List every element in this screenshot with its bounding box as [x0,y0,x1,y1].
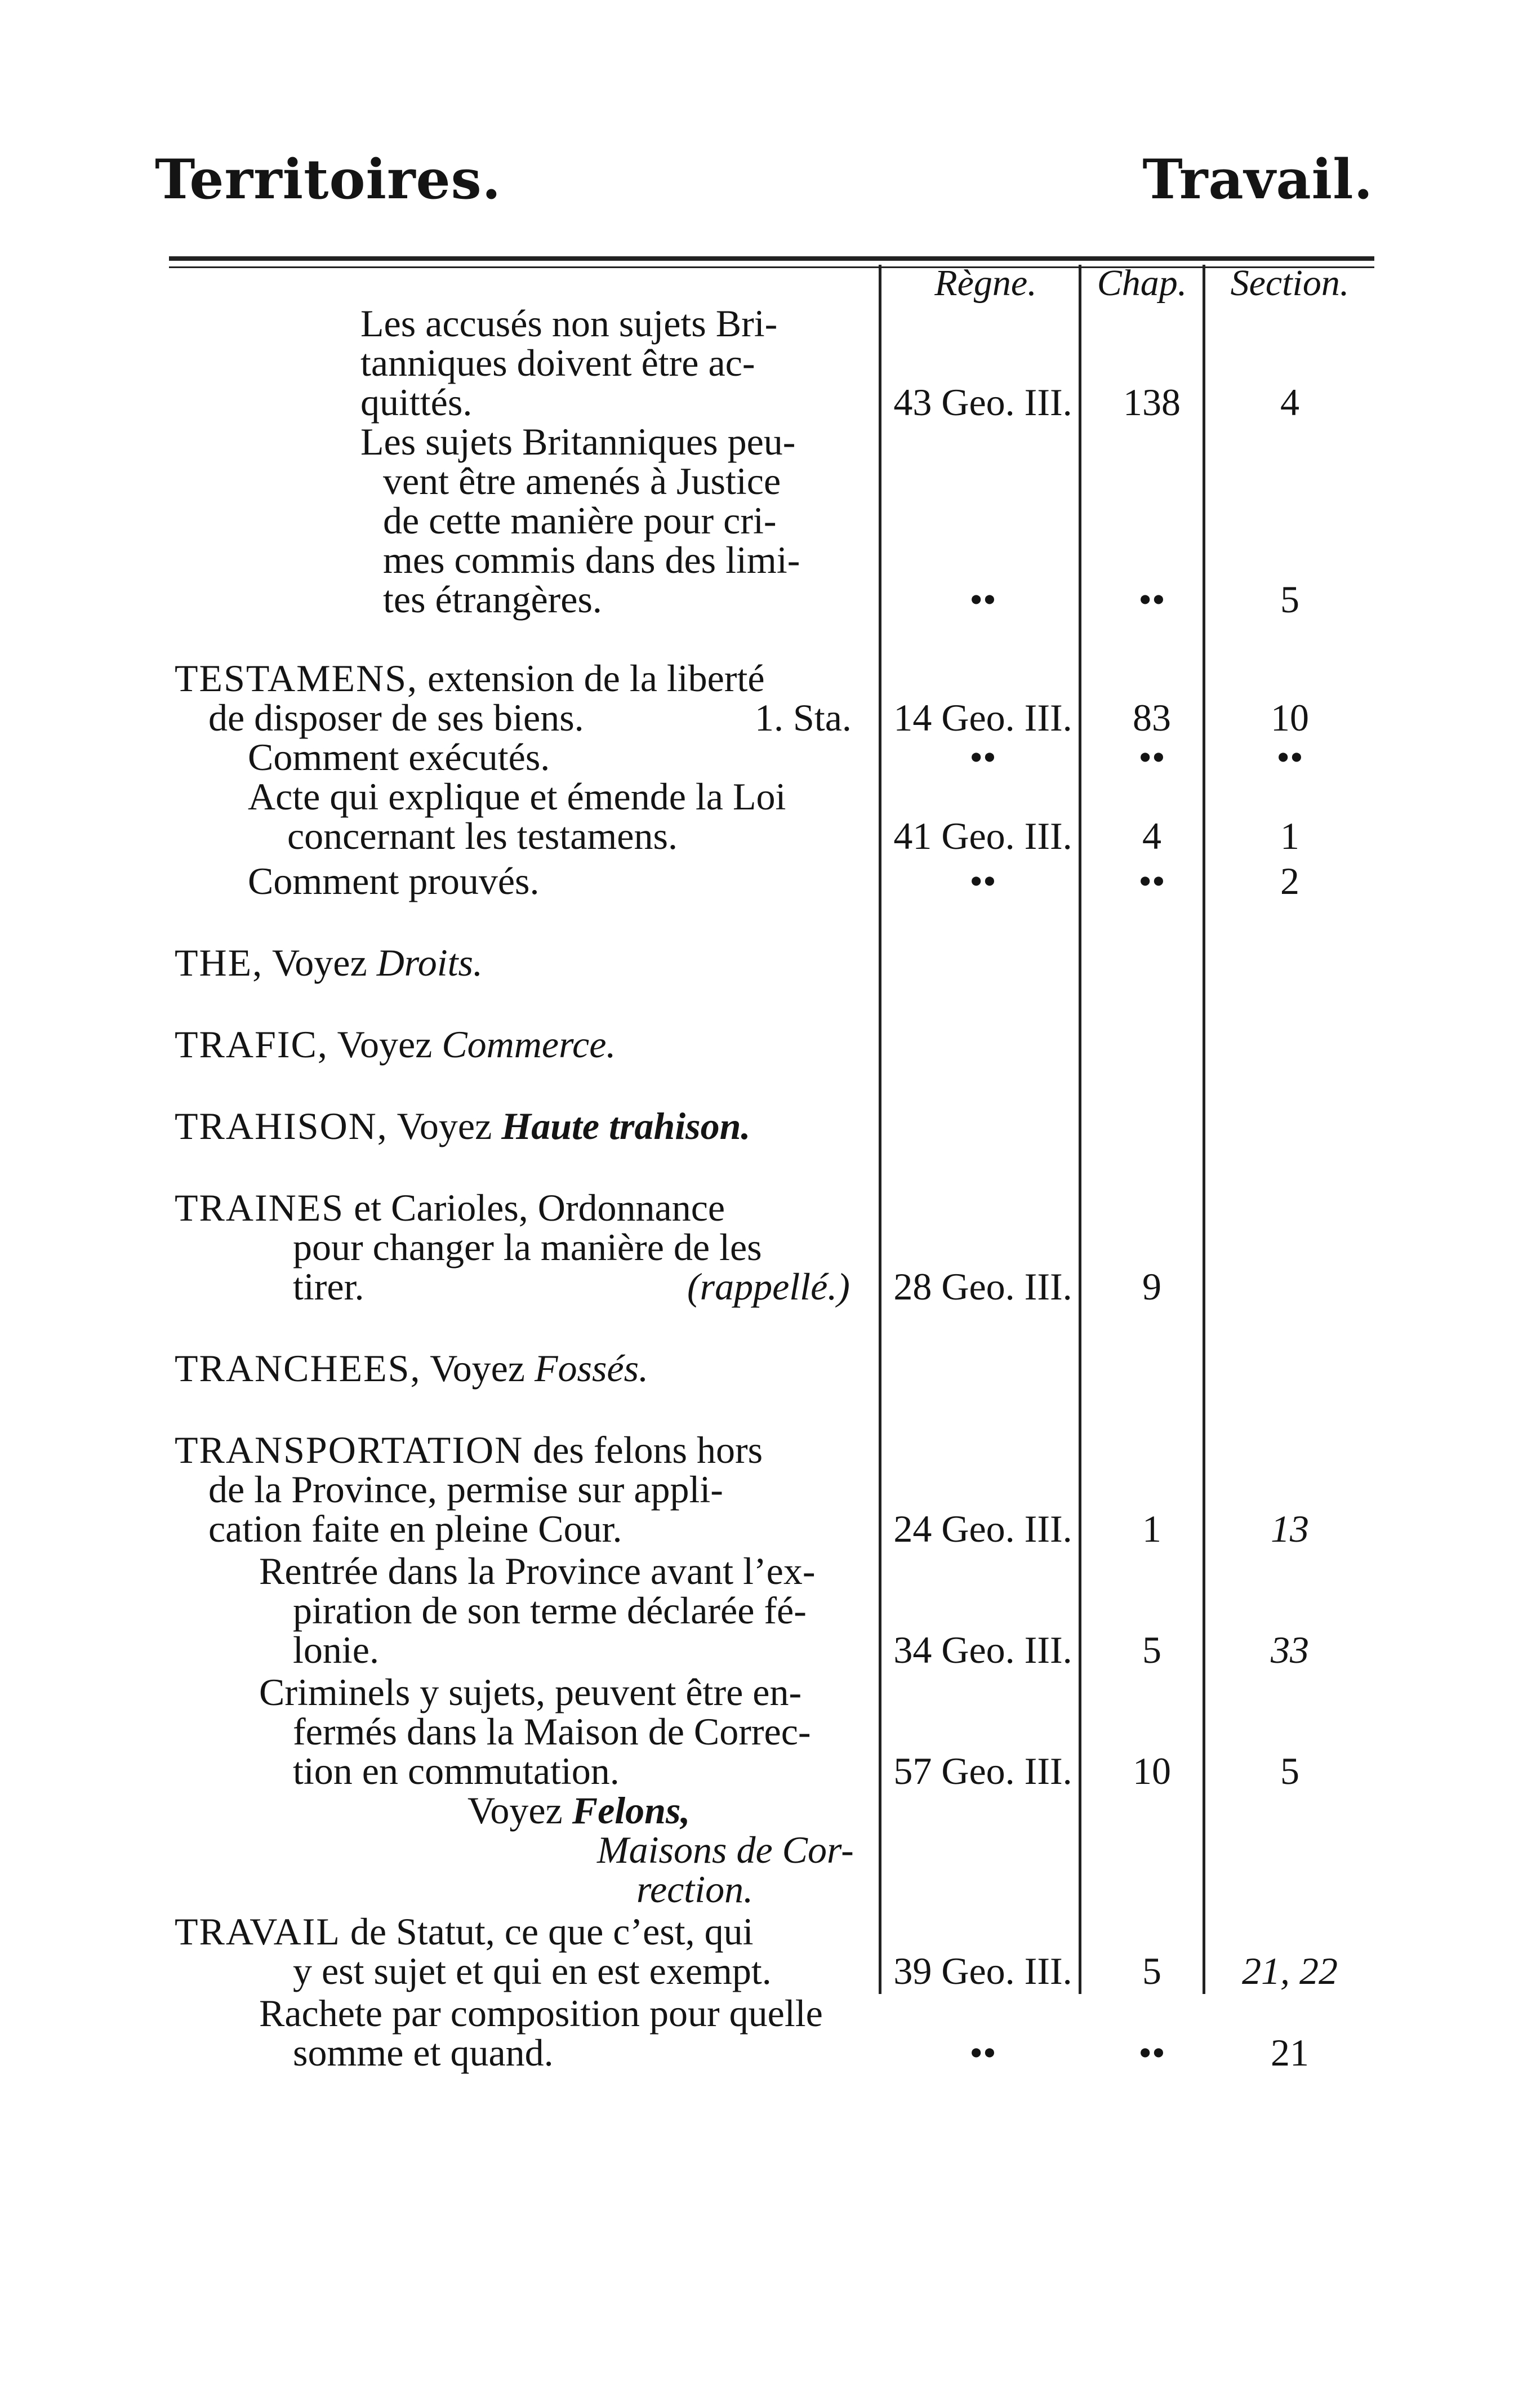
entry-heading-line [175,943,483,982]
cell-section: 2 [1280,860,1299,902]
text-line: y est sujet et qui en est exempt. [293,1949,772,1992]
entry-heading-line [175,1347,649,1390]
cell-regne: 39 Geo. III. [893,1949,1072,1992]
text-line: Comment prouvés. [248,860,540,902]
cell-regne: •• [969,736,996,778]
cell-regne: 34 Geo. III. [893,1628,1072,1671]
text-line: somme et quand. [293,2031,554,2074]
column-divider [879,265,881,1994]
header-rule-thick [169,256,1374,261]
cell-chap: •• [1138,578,1165,621]
cell-chap: 1 [1142,1507,1161,1550]
text-line: cation faite en pleine Cour. [208,1507,622,1550]
cell-regne: 57 Geo. III. [893,1750,1072,1792]
entry-keyword: TRANCHEES, [175,1347,421,1390]
cell-chap: 4 [1142,814,1161,857]
text-line: de la Province, permise sur appli- [208,1468,723,1511]
entry-heading-line [467,1791,690,1830]
text-line: tanniques doivent être ac- [360,341,755,384]
entry-reference: Fossés. [534,1347,649,1390]
cell-chap: 83 [1133,696,1171,739]
running-header-right: Travail. [1142,148,1373,211]
cell-chap: 5 [1142,1949,1161,1992]
text-line: tion en commutation. [293,1750,620,1792]
cell-section: 1 [1280,814,1299,857]
entry-reference: Commerce. [442,1023,616,1066]
running-header-left: Territoires. [155,148,502,211]
cell-regne: •• [969,2031,996,2074]
text-line: de disposer de ses biens. [208,696,584,739]
text-line: tes étrangères. [383,578,602,621]
column-divider [1079,265,1081,1994]
text-line: concernant les testamens. [287,814,678,857]
text-line: (rappellé.) [687,1265,850,1308]
text-line: Acte qui explique et émende la Loi [248,775,786,818]
cell-regne: 14 Geo. III. [893,696,1072,739]
entry-heading-line [175,1186,725,1229]
cell-chap: 10 [1133,1750,1171,1792]
entry-keyword: TRAVAIL [175,1910,341,1953]
text-line: Maisons de Cor- [597,1828,854,1871]
text-line: quittés. [360,381,473,424]
entry-reference: Felons, [572,1789,691,1832]
text-line: Rachete par composition pour quelle [259,1992,823,2035]
cell-regne: •• [969,860,996,902]
cell-section: 13 [1271,1507,1309,1550]
entry-reference: Haute trahison. [501,1105,751,1147]
cell-regne: 28 Geo. III. [893,1265,1072,1308]
entry-keyword: TESTAMENS, [175,657,418,700]
entry-keyword: TRAHISON, [175,1105,388,1147]
entry-text: et Carioles, Ordonnance [354,1186,725,1229]
cell-chap: •• [1138,736,1165,778]
entry-keyword: TRAINES [175,1186,345,1229]
text-line: Comment exécutés. [248,736,550,778]
entry-text: des felons hors [533,1428,763,1471]
text-line: vent être amenés à Justice [383,460,781,502]
entry-text: Voyez [337,1023,433,1066]
cell-section: 4 [1280,381,1299,424]
cell-section: 21, 22 [1242,1949,1338,1992]
text-line: de cette manière pour cri- [383,499,777,542]
cell-regne: 24 Geo. III. [893,1507,1072,1550]
text-line: Rentrée dans la Province avant l’ex- [259,1550,816,1592]
text-line: mes commis dans des limi- [383,538,800,581]
text-line: Criminels y sujets, peuvent être en- [259,1671,802,1713]
cell-chap: 9 [1142,1265,1161,1308]
entry-keyword: THE, [175,941,264,984]
cell-chap: •• [1138,2031,1165,2074]
entry-text: Voyez [397,1105,492,1147]
text-line: fermés dans la Maison de Correc- [293,1710,811,1753]
column-header-regne: Règne. [934,262,1037,304]
column-header-section: Section. [1230,262,1350,304]
entry-keyword: TRANSPORTATION [175,1428,524,1471]
text-line: lonie. [293,1628,379,1671]
cell-regne: 43 Geo. III. [893,381,1072,424]
text-line: Les accusés non sujets Bri- [360,302,778,345]
text-line: tirer. [293,1265,364,1308]
entry-text: Voyez [467,1789,563,1832]
cell-section: 33 [1271,1628,1309,1671]
entry-heading-line [175,1912,754,1951]
entry-heading-line [175,1107,750,1145]
text-line: rection. [636,1868,754,1911]
cell-section: 5 [1280,1750,1299,1792]
entry-text: de Statut, ce que c’est, qui [350,1910,754,1953]
entry-reference: Droits. [376,941,483,984]
cell-section: •• [1276,736,1303,778]
cell-regne: •• [969,578,996,621]
entry-heading-line [175,657,765,700]
cell-chap: •• [1138,860,1165,902]
cell-chap: 138 [1123,381,1181,424]
text-line: piration de son terme déclarée fé- [293,1589,807,1632]
cell-section: 10 [1271,696,1309,739]
cell-chap: 5 [1142,1628,1161,1671]
entry-text: extension de la liberté [428,657,765,700]
cell-section: 21 [1271,2031,1309,2074]
entry-heading-line [175,1023,616,1066]
entry-text: Voyez [271,941,367,984]
column-header-chap: Chap. [1097,262,1187,304]
entry-keyword: TRAFIC, [175,1023,328,1066]
entry-text: Voyez [430,1347,525,1390]
cell-regne: 41 Geo. III. [893,814,1072,857]
text-line: Les sujets Britanniques peu- [360,420,796,463]
entry-heading-line [175,1428,763,1471]
column-divider [1203,265,1205,1994]
text-line: 1. Sta. [755,696,852,739]
cell-section: 5 [1280,578,1299,621]
text-line: pour changer la manière de les [293,1226,762,1268]
